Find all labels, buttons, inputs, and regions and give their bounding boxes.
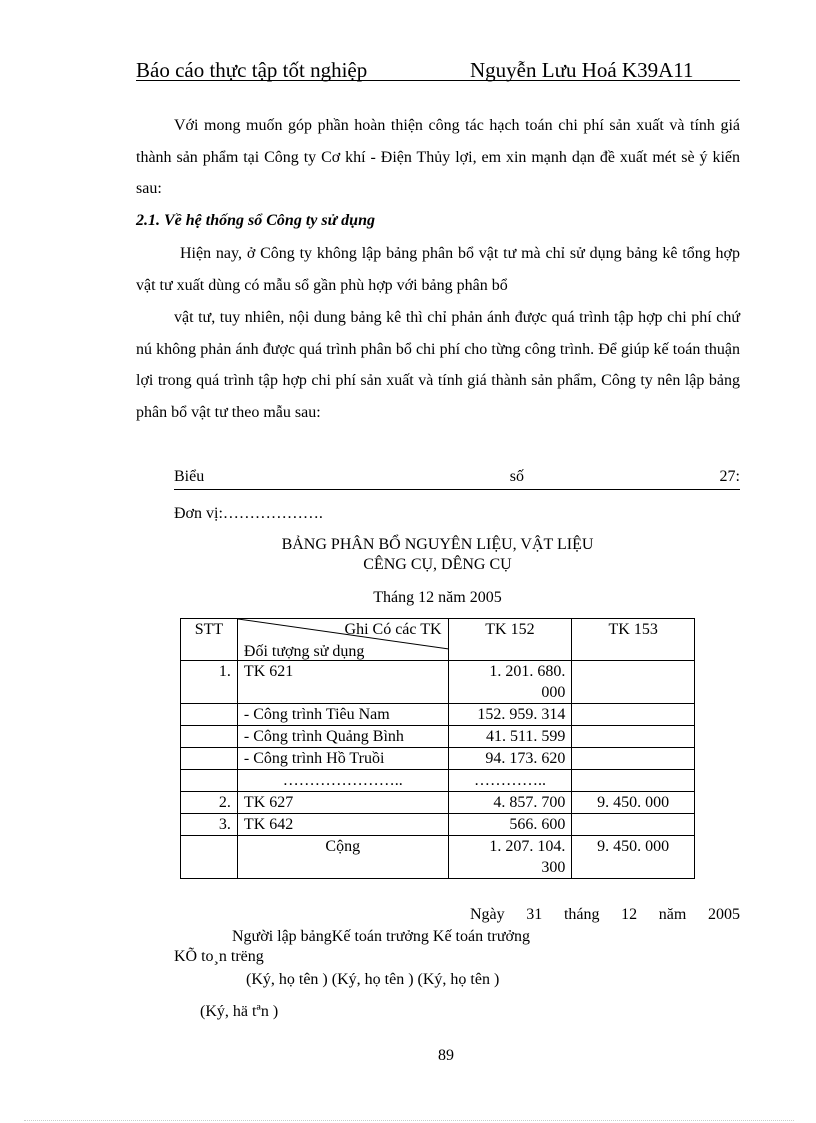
table-row [181, 748, 695, 770]
diagonal-bottom-label: Đối tượng sử dụng [243, 643, 365, 660]
row-stt: 2. [181, 792, 238, 814]
row-tk152: 1. 201. 680. 000 [448, 661, 572, 704]
table-row [181, 661, 695, 704]
row-tk153: 9. 450. 000 [572, 836, 695, 879]
sign-labels: (Ký, họ tên ) (Ký, họ tên ) (Ký, họ tên ) [246, 971, 500, 988]
row-name: - Công trình Quảng Bình [237, 726, 448, 748]
paragraph-2: vật tư, tuy nhiên, nội dung bảng kê thì chỉ phản ánh được quá trình tập hợp chi phí chứ nú không phản ánh được quá trình phân bổ chi phí cho từng công trình. Để giúp kế toán thuận lợi trong quá trình tập hợp chi phí sản xuất và tính giá thành sản phẩm, Công ty nên lập bảng phân bổ vật tư theo mẫu sau: [136, 309, 740, 421]
table-row [181, 792, 695, 814]
row-stt: 3. [181, 814, 238, 836]
row-name: Cộng [237, 836, 448, 879]
row-tk152: 152. 959. 314 [448, 704, 572, 726]
row-tk153: 9. 450. 000 [572, 792, 695, 814]
row-name: TK 642 [237, 814, 448, 836]
form-word-bieu: Biểu [174, 468, 205, 485]
form-number-rule [174, 489, 740, 490]
page-number: 89 [438, 1047, 454, 1064]
garbled-signer: KÕ to¸n trëng [174, 948, 264, 965]
header-tk152: TK 152 [448, 619, 572, 661]
table-header-row [181, 619, 695, 661]
row-name: ………………….. [237, 770, 448, 792]
row-name: TK 621 [237, 661, 448, 704]
signers-line: Người lập bảngKế toán trưởng Kế toán trưởng [232, 928, 530, 945]
row-tk152: 41. 511. 599 [448, 726, 572, 748]
page-bottom-rule [24, 1120, 794, 1121]
row-tk153 [572, 748, 695, 770]
header-diagonal-cell [237, 619, 448, 661]
table-row [181, 726, 695, 748]
row-tk153 [572, 814, 695, 836]
row-name: - Công trình Tiêu Nam [237, 704, 448, 726]
header-stt: STT [181, 619, 238, 661]
table-title-line-2: CÊNG CỤ, DÊNG CỤ [363, 556, 512, 573]
date-line-text: Ngày 31 tháng 12 năm 2005 [470, 906, 740, 923]
row-tk153 [572, 661, 695, 704]
row-name: - Công trình Hồ Truồi [237, 748, 448, 770]
form-number-line [174, 468, 740, 486]
row-stt [181, 836, 238, 879]
intro-paragraph: Với mong muốn góp phần hoàn thiện công tác hạch toán chi phí sản xuất và tính giá thành sản phẩm tại Công ty Cơ khí - Điện Thủy lợi, em xin mạnh dạn đề xuất mét sè ý kiến sau: [136, 117, 740, 197]
row-stt: 1. [181, 661, 238, 704]
header-right: Nguyễn Lưu Hoá K39A11 [470, 58, 694, 82]
row-stt [181, 770, 238, 792]
row-tk152: ………….. [448, 770, 572, 792]
table-row [181, 814, 695, 836]
form-word-number: 27: [719, 468, 740, 485]
table-title-line-1: BẢNG PHÂN BỔ NGUYÊN LIỆU, VẬT LIỆU [281, 536, 594, 553]
row-tk153 [572, 770, 695, 792]
table-row [181, 704, 695, 726]
row-stt [181, 748, 238, 770]
diagonal-top-label: Ghi Có các TK [344, 621, 442, 638]
row-tk152: 94. 173. 620 [448, 748, 572, 770]
row-tk152: 566. 600 [448, 814, 572, 836]
garbled-sign-label: (Ký, hä tªn ) [200, 1003, 279, 1020]
header-rule [136, 80, 740, 81]
row-name: TK 627 [237, 792, 448, 814]
table-row [181, 770, 695, 792]
allocation-table [180, 618, 695, 879]
date-line [470, 906, 740, 924]
table-month: Tháng 12 năm 2005 [373, 589, 502, 606]
row-stt [181, 704, 238, 726]
row-tk152: 1. 207. 104. 300 [448, 836, 572, 879]
form-word-so: số [509, 468, 524, 485]
paragraph-1: Hiện nay, ở Công ty không lập bảng phân bổ vật tư mà chỉ sử dụng bảng kê tổng hợp vật tư xuất dùng có mẫu sổ gần phù hợp với bảng phân bổ [136, 245, 740, 294]
row-stt [181, 726, 238, 748]
row-tk153 [572, 704, 695, 726]
row-tk153 [572, 726, 695, 748]
table-total-row [181, 836, 695, 879]
row-tk152: 4. 857. 700 [448, 792, 572, 814]
unit-line: Đơn vị:………………. [174, 505, 323, 522]
header-tk153: TK 153 [572, 619, 695, 661]
section-heading: 2.1. Về hệ thống sổ Công ty sử dụng [136, 212, 375, 229]
header-left: Báo cáo thực tập tốt nghiệp [136, 58, 368, 82]
